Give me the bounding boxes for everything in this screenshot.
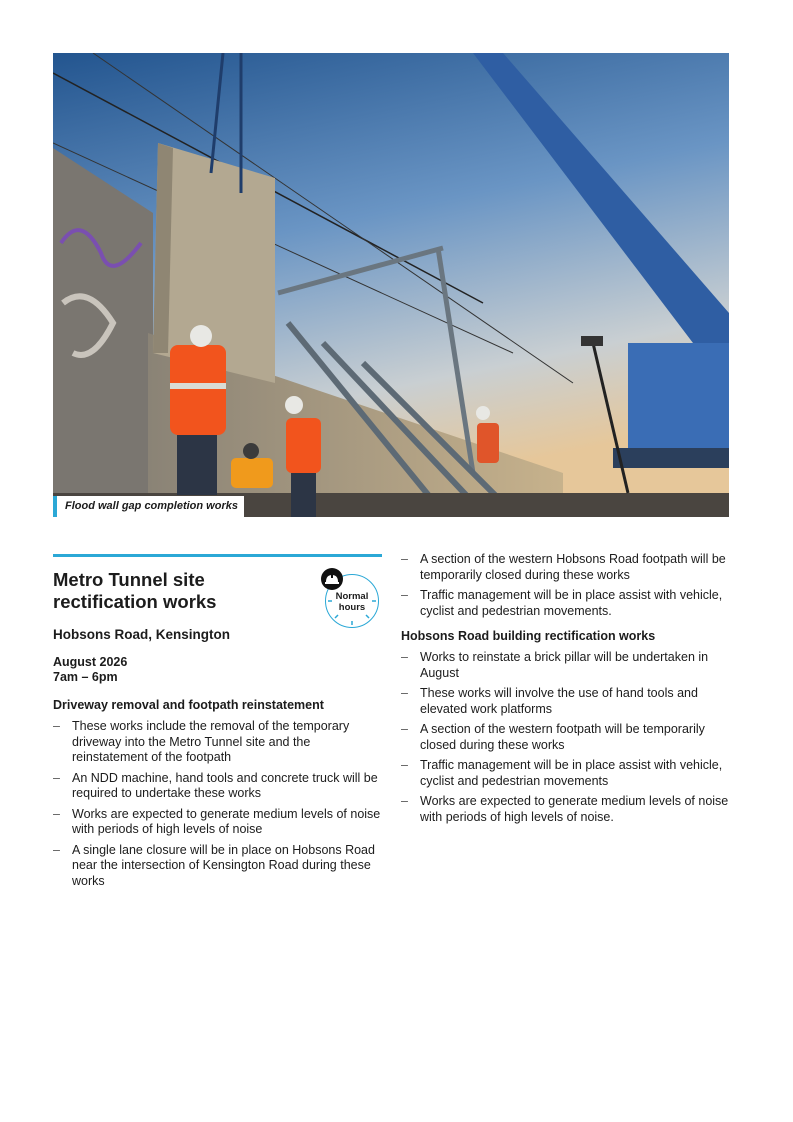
date-range: [53, 655, 382, 685]
section-heading: Hobsons Road building rectification works: [401, 629, 656, 643]
list-item: – Works to reinstate a brick pillar will be undertaken in August: [401, 650, 741, 681]
list-item: – Traffic management will be in place assist with vehicle, cyclist and pedestrian movements: [401, 758, 741, 789]
section-heading: Driveway removal and footpath reinstatement: [53, 698, 324, 712]
list-item: – Traffic management will be in place assist with vehicle, cyclist and pedestrian movements.: [401, 588, 741, 619]
list-item: – Works are expected to generate medium levels of noise with periods of high levels of noise: [53, 807, 382, 838]
list-item: – A single lane closure will be in place on Hobsons Road near the intersection of Kensington Road during these works: [53, 843, 382, 890]
list-item: – These works include the removal of the temporary driveway into the Metro Tunnel site and the reinstatement of the footpath: [53, 719, 382, 766]
list-item: – A section of the western Hobsons Road footpath will be temporarily closed during these works: [401, 552, 741, 583]
normal-hours-badge: [321, 568, 383, 630]
right-column: [401, 552, 741, 830]
list-item: – A section of the western footpath will be temporarily closed during these works: [401, 722, 741, 753]
construction-site-illustration: [53, 53, 729, 517]
list-item: – Works are expected to generate medium levels of noise with periods of high levels of noise.: [401, 794, 741, 825]
bullet-list: [401, 650, 741, 825]
hero-photo: [53, 53, 729, 517]
bullet-list: [401, 552, 741, 619]
location: Hobsons Road, Kensington: [53, 627, 230, 642]
photo-caption: Flood wall gap completion works: [53, 496, 244, 517]
list-item: – An NDD machine, hand tools and concrete truck will be required to undertake these works: [53, 771, 382, 802]
date-line: August 2026: [53, 655, 128, 669]
time-line: 7am – 6pm: [53, 670, 118, 684]
list-item: – These works will involve the use of hand tools and elevated work platforms: [401, 686, 741, 717]
left-column: [53, 554, 382, 894]
page-title: Metro Tunnel site rectification works: [53, 569, 217, 612]
badge-label: Normal hours: [335, 591, 369, 613]
hard-hat-icon: [321, 568, 343, 590]
accent-rule: [53, 554, 382, 557]
bullet-list: [53, 719, 382, 889]
